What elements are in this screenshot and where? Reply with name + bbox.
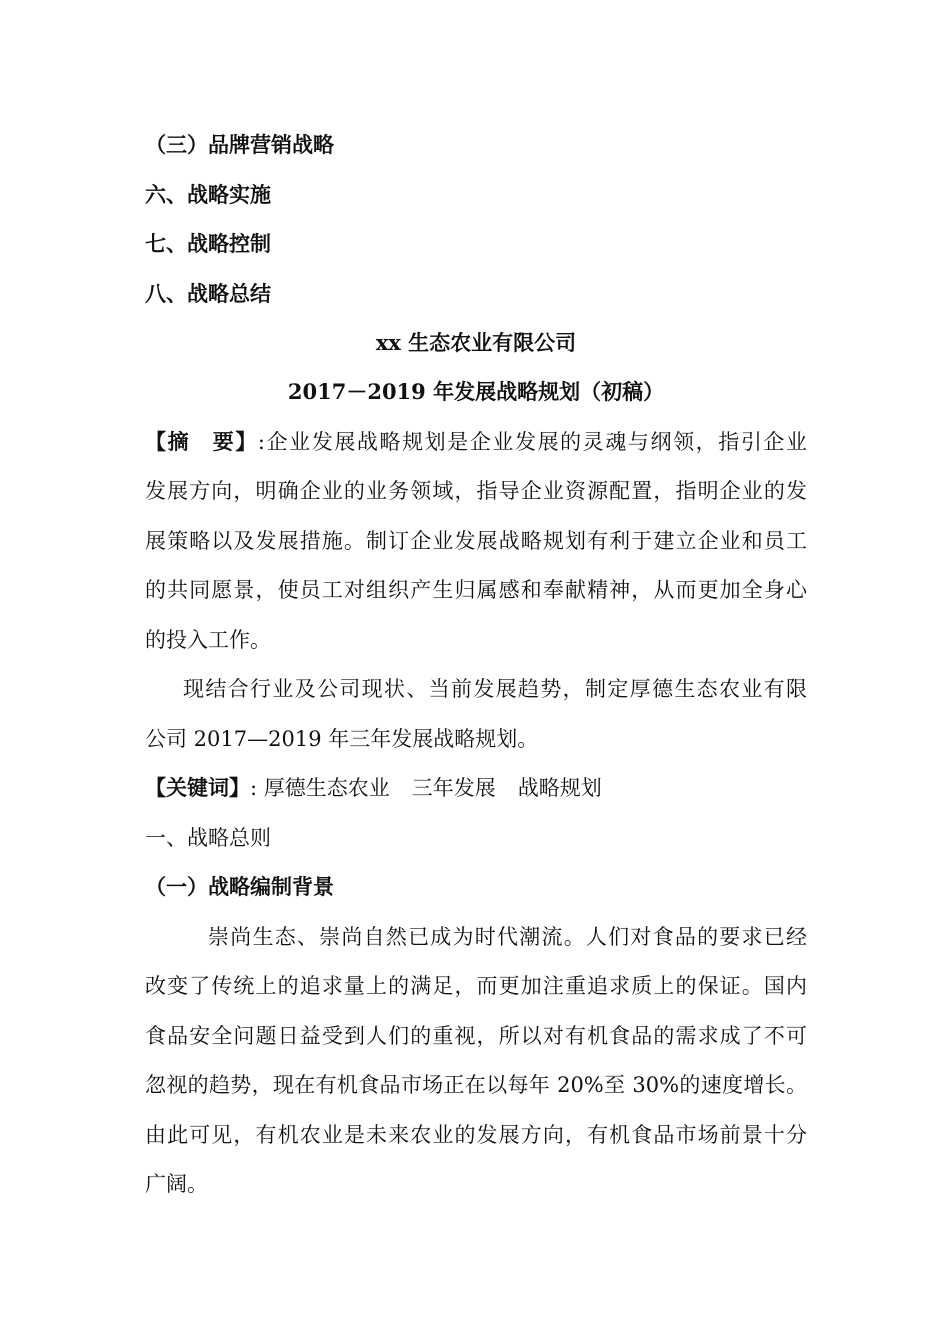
abstract-label: 【摘 要】 xyxy=(145,429,258,454)
keyword-1: 厚德生态农业 xyxy=(263,776,390,800)
body-line-3: 食品安全问题日益受到人们的重视，所以对有机食品的需求成了不可 xyxy=(145,1024,807,1048)
section-1-heading: 一、战略总则 xyxy=(145,826,271,850)
abstract-line-5: 的投入工作。 xyxy=(145,628,271,652)
outline-item-3-3: （三）品牌营销战略 xyxy=(145,132,334,157)
body-line-1: 崇尚生态、崇尚自然已成为时代潮流。人们对食品的要求已经 xyxy=(208,925,807,949)
body-line-5: 由此可见，有机农业是未来农业的发展方向，有机食品市场前景十分 xyxy=(145,1123,807,1147)
keyword-3: 战略规划 xyxy=(517,776,602,800)
abstract-text-1: 企业发展战略规划是企业发展的灵魂与纲领，指引企业 xyxy=(265,430,808,454)
abstract-para2-line-1: 现结合行业及公司现状、当前发展趋势，制定厚德生态农业有限 xyxy=(183,677,807,701)
abstract-line-4: 的共同愿景，使员工对组织产生归属感和奉献精神，从而更加全身心 xyxy=(145,578,807,602)
section-1-1-heading: （一）战略编制背景 xyxy=(145,874,334,899)
keyword-2: 三年发展 xyxy=(411,776,496,800)
abstract-line-2: 发展方向，明确企业的业务领域，指导企业资源配置，指明企业的发 xyxy=(145,479,807,503)
company-name: xx 生态农业有限公司 xyxy=(375,330,577,355)
document-title: 2017－2019 年发展战略规划（初稿） xyxy=(287,379,665,404)
body-line-2: 改变了传统上的追求量上的满足，而更加注重追求质上的保证。国内 xyxy=(145,974,807,998)
abstract-para2-line-2: 公司 2017—2019 年三年发展战略规划。 xyxy=(145,727,539,751)
abstract-line-1 xyxy=(145,427,807,457)
body-line-6: 广阔。 xyxy=(145,1172,208,1196)
keywords-label: 【关键词】 xyxy=(145,775,250,800)
abstract-line-3: 展策略以及发展措施。制订企业发展战略规划有利于建立企业和员工 xyxy=(145,529,807,553)
abstract-colon: : xyxy=(257,430,265,454)
keywords-line xyxy=(145,773,807,803)
keywords-colon: : xyxy=(250,776,258,800)
outline-item-6: 六、战略实施 xyxy=(145,182,271,207)
outline-item-7: 七、战略控制 xyxy=(145,231,271,256)
body-line-4: 忽视的趋势，现在有机食品市场正在以每年 20%至 30%的速度增长。 xyxy=(145,1073,807,1097)
outline-item-8: 八、战略总结 xyxy=(145,281,271,306)
